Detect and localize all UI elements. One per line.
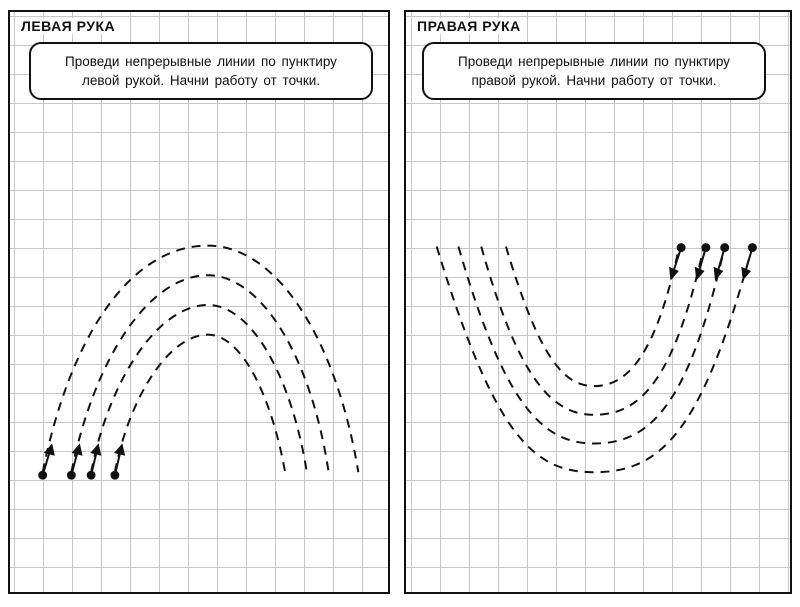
start-point bbox=[670, 244, 684, 278]
u-shape-tracing-lines bbox=[406, 12, 790, 592]
start-point bbox=[715, 244, 728, 278]
start-point bbox=[696, 244, 709, 278]
dashed-arch-line bbox=[91, 305, 307, 472]
start-point bbox=[39, 445, 53, 478]
start-point bbox=[742, 244, 755, 278]
arch-tracing-lines bbox=[10, 12, 388, 592]
instruction-line-2: левой рукой. Начни работу от точки. bbox=[81, 73, 321, 88]
dashed-u-line bbox=[506, 247, 679, 387]
instruction-line-1: Проведи непрерывные линии по пунктиру bbox=[458, 54, 730, 69]
instruction-line-2: правой рукой. Начни работу от точки. bbox=[471, 73, 717, 88]
start-point bbox=[68, 445, 81, 478]
page-title: ПРАВАЯ РУКА bbox=[414, 18, 524, 34]
left-hand-worksheet bbox=[8, 10, 390, 594]
page-title: ЛЕВАЯ РУКА bbox=[18, 18, 118, 34]
instruction-line-1: Проведи непрерывные линии по пунктиру bbox=[65, 54, 337, 69]
start-point bbox=[88, 445, 100, 478]
dashed-arch-line bbox=[43, 246, 359, 473]
right-hand-worksheet bbox=[404, 10, 792, 594]
dashed-u-line bbox=[437, 247, 753, 473]
dashed-arch-line bbox=[115, 335, 285, 473]
start-point bbox=[111, 445, 123, 478]
